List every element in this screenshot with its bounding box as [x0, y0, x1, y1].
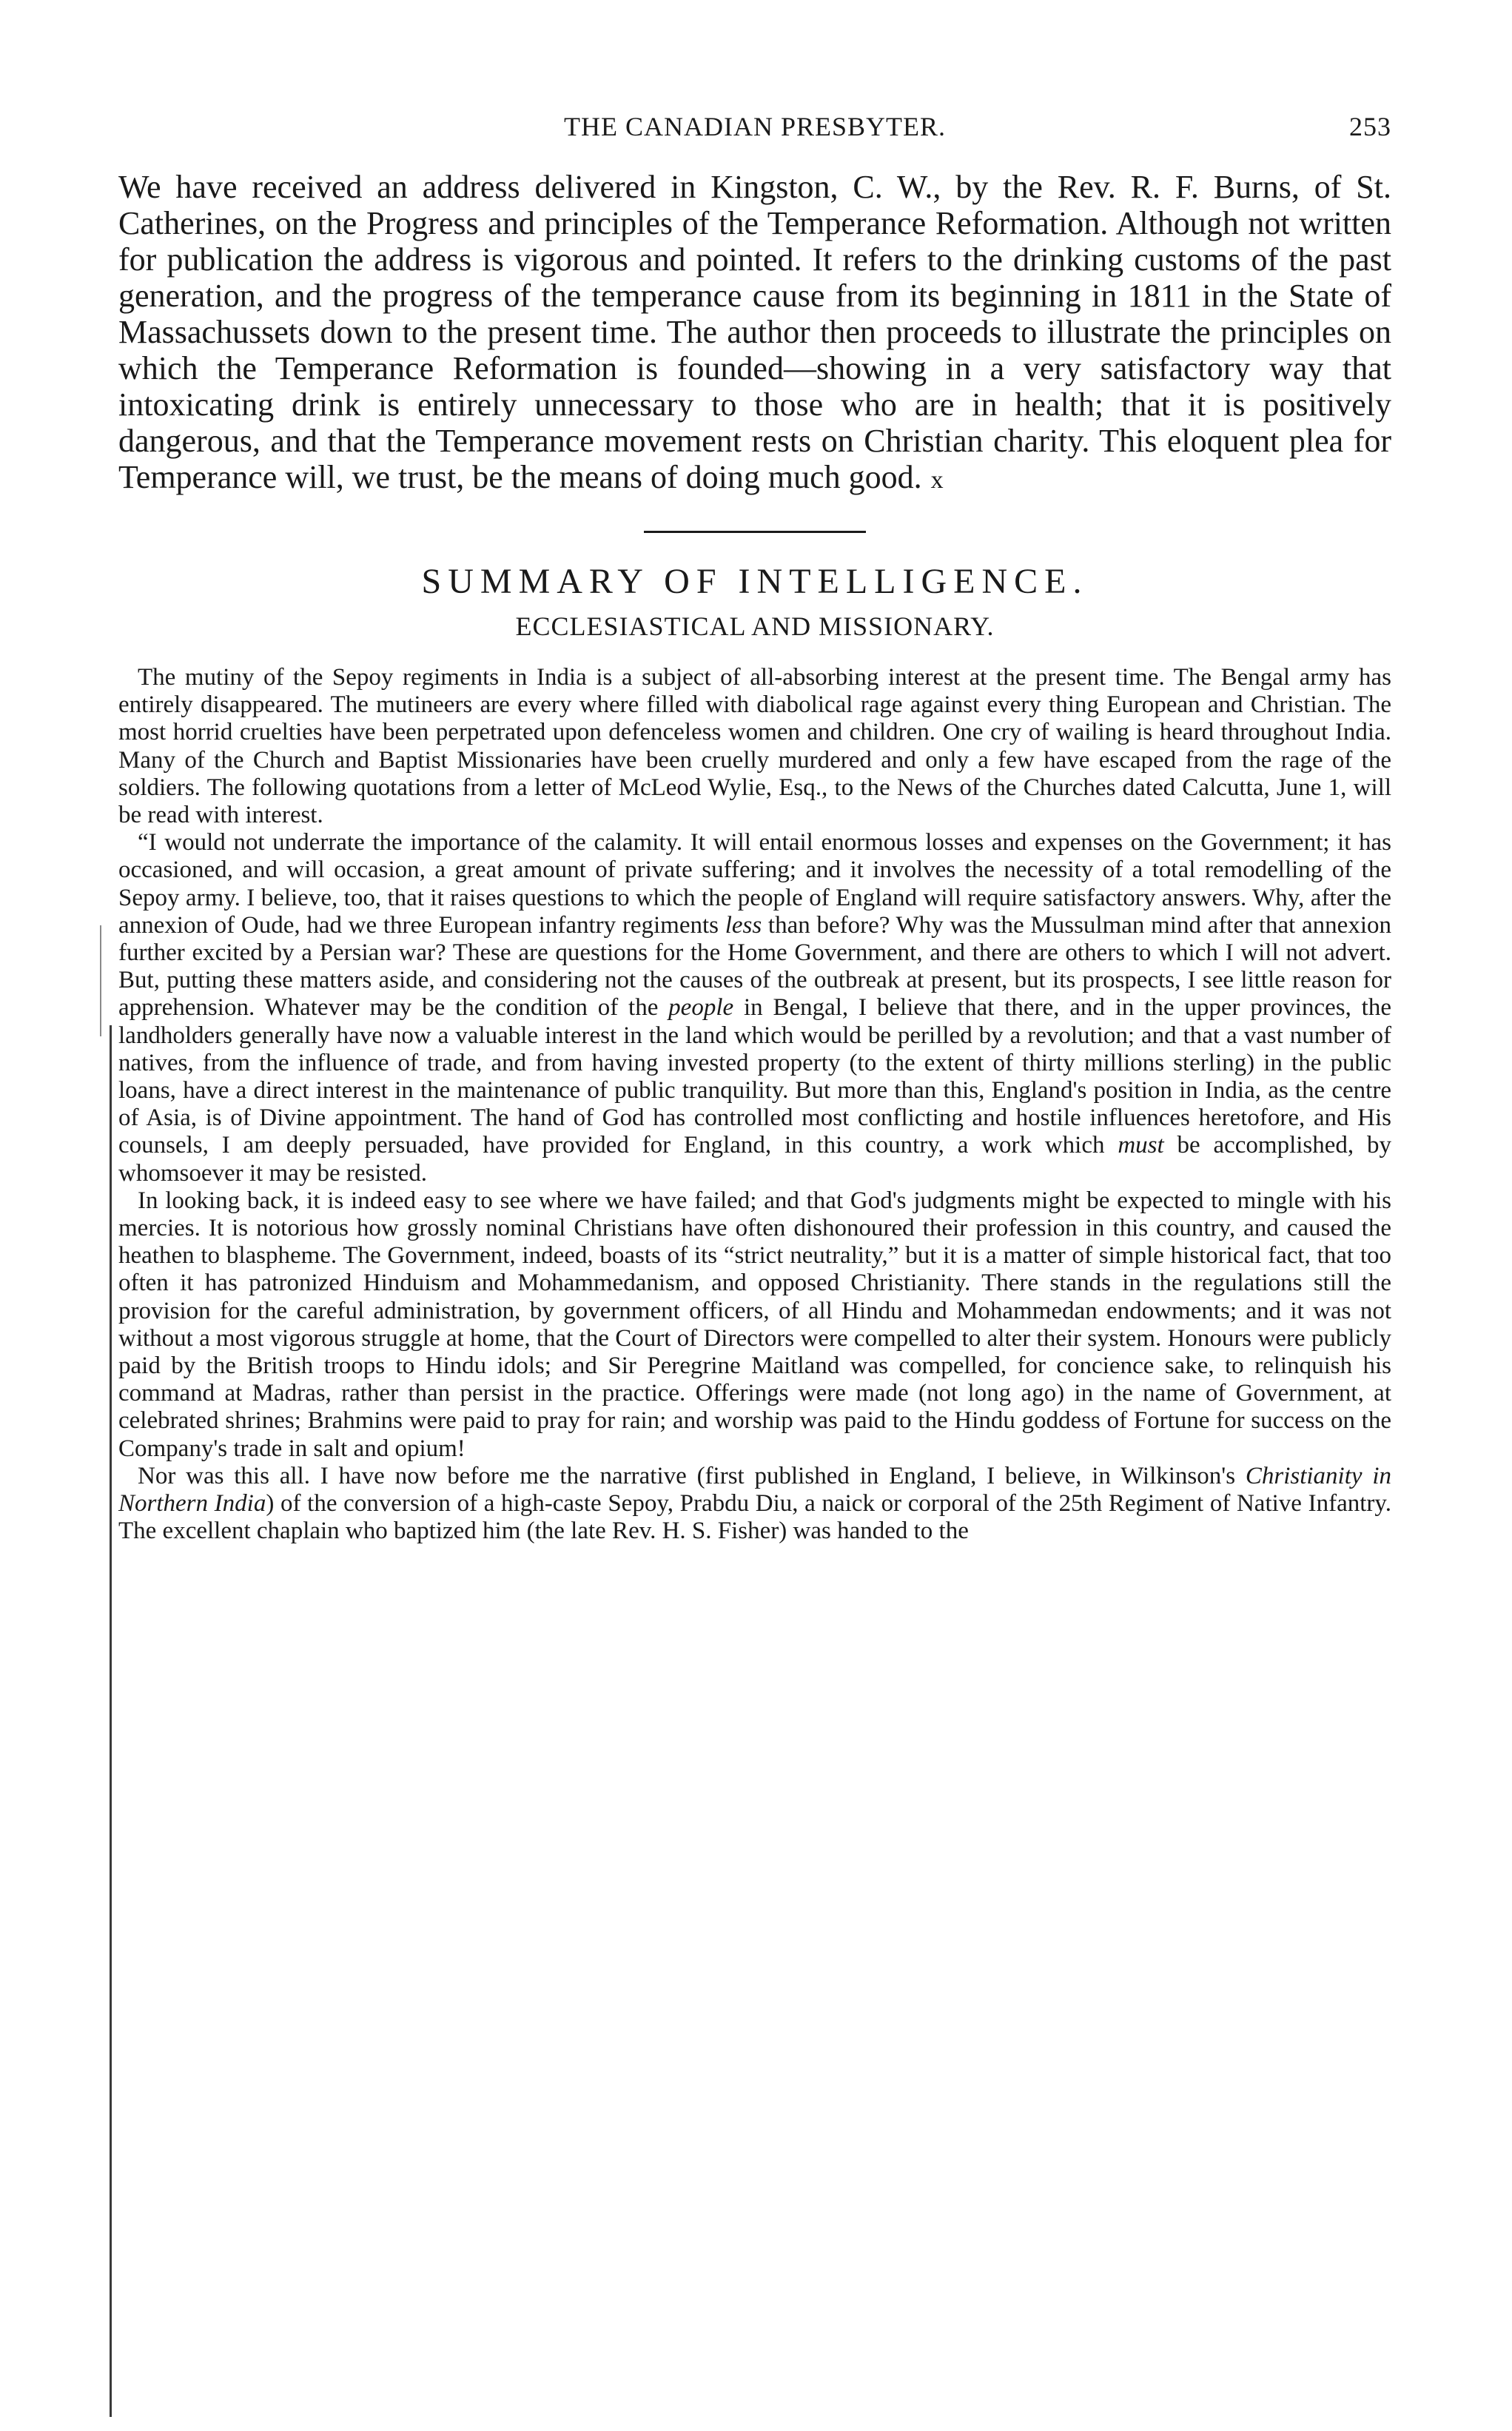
quotation-text-4: be accomplished, by whomsoever it may be resisted.: [118, 1132, 1391, 1187]
pen-mark: x: [930, 466, 944, 494]
address-notice-text: We have received an address delivered in Kingston, C. W., by the Rev. R. F. Burns, of St. Catherines, on the Progress and principles of the Temperance Reformation. Although not written for publication the address is vigorous and pointed. It refers to the drinking customs of the past generation, and the progress of the temperance cause from its beginning in 1811 in the State of Massachussets down to the present time. The author then proceeds to illustrate the principles on which the Temperance Reformation is founded—showing in a very satisfactory way that intoxicating drink is entirely unnecessary to those who are in health; that it is positively dangerous, and that the Temperance movement rests on Christian charity. This eloquent plea for Temperance will, we trust, be the means of doing much good.: [118, 169, 1391, 495]
margin-rule: [110, 1025, 112, 2417]
quotation-text-3: in Bengal, I believe that there, and in the upper provinces, the landholders generally have now a valuable interest in the land which would be perilled by a revolution; and that a vast number of natives, from the influence of trade, and from having invested property (to the extent of thirty millions sterling) in the public loans, have a direct interest in the maintenance of public tranquility. But more than this, England's position in India, as the centre of Asia, is of Divine appointment. The hand of God has controlled most conflicting and hostile influences heretofore, and His counsels, I am deeply persuaded, have provided for England, in this country, a work which: [118, 994, 1391, 1159]
page-number: 253: [1349, 112, 1391, 141]
emphasis-people: people: [668, 994, 734, 1022]
quotation-text-1: “I would not underrate the importance of the calamity. It will entail enormous losses and expenses on the Government; it has occasioned, and will occasion, a great amount of private suffering; and it involves the necessity of a total remodelling of the Sepoy army. I believe, too, that it raises questions to which the people of England will require satisfactory answers. Why, after the annexion of Oude, had we three European infantry regiments: [118, 829, 1391, 939]
section-subtitle: ECCLESIASTICAL AND MISSIONARY.: [515, 611, 995, 641]
article-paragraph-mutiny: The mutiny of the Sepoy regiments in India is a subject of all-absorbing interest at the present time. The Bengal army has entirely disappeared. The mutineers are every where filled with diabolical rage against every thing European and Christian. The most horrid cruelties have been perpetrated upon defenceless women and children. One cry of wailing is heard throughout India. Many of the Church and Baptist Missionaries have been cruelly murdered and only a few have escaped from the rage of the soldiers. The following quotations from a letter of McLeod Wylie, Esq., to the News of the Churches dated Calcutta, June 1, will be read with interest.: [118, 664, 1391, 829]
address-notice: [118, 169, 1391, 498]
running-head: [118, 111, 1391, 155]
article-paragraph-quotation: [118, 829, 1391, 1187]
section-divider: [644, 531, 866, 533]
margin-mark-faint: [100, 925, 101, 1036]
narrative-text-1: Nor was this all. I have now before me the narrative (first published in England, I believe, in Wilkinson's: [138, 1462, 1246, 1489]
article-paragraph-nor-was-this-all: [118, 1463, 1391, 1546]
page: [118, 111, 1391, 1546]
book-title: Christianity in Northern India: [118, 1462, 1391, 1518]
quotation-text-2: than before? Why was the Mussulman mind after that annexion further excited by a Persian war? These are questions for the Home Government, and there are others to which I will not advert. But, putting these matters aside, and considering not the causes of the outbreak at present, but its prospects, I see little reason for apprehension. Whatever may be the condition of the: [118, 911, 1391, 1022]
article-paragraph-looking-back: In looking back, it is indeed easy to see where we have failed; and that God's judgments might be expected to mingle with his mercies. It is notorious how grossly nominal Christians have often dishonoured their profession in this country, and caused the heathen to blaspheme. The Government, indeed, boasts of its “strict neutrality,” but it is a matter of simple historical fact, that too often it has patronized Hinduism and Mohammedanism, and opposed Christianity. There stands in the regulations still the provision for the careful administration, by government officers, of all Hindu and Mohammedan endowments; and it was not without a most vigorous struggle at home, that the Court of Directors were compelled to alter their system. Honours were publicly paid by the British troops to Hindu idols; and Sir Peregrine Maitland was compelled, for concience sake, to relinquish his command at Madras, rather than persist in the practice. Offerings were made (not long ago) in the name of Government, at celebrated shrines; Brahmins were paid to pray for rain; and worship was paid to the Hindu goddess of Fortune for success on the Company's trade in salt and opium!: [118, 1187, 1391, 1462]
emphasis-must: must: [1118, 1132, 1164, 1159]
narrative-text-2: ) of the conversion of a high-caste Sepoy, Prabdu Diu, a naick or corporal of the 25th Regiment of Native Infantry. The excellent chaplain who baptized him (the late Rev. H. S. Fisher) was handed to the: [118, 1490, 1391, 1545]
journal-title: THE CANADIAN PRESBYTER.: [563, 112, 946, 141]
section-title: SUMMARY OF INTELLIGENCE.: [421, 562, 1089, 601]
emphasis-less: less: [725, 911, 762, 939]
